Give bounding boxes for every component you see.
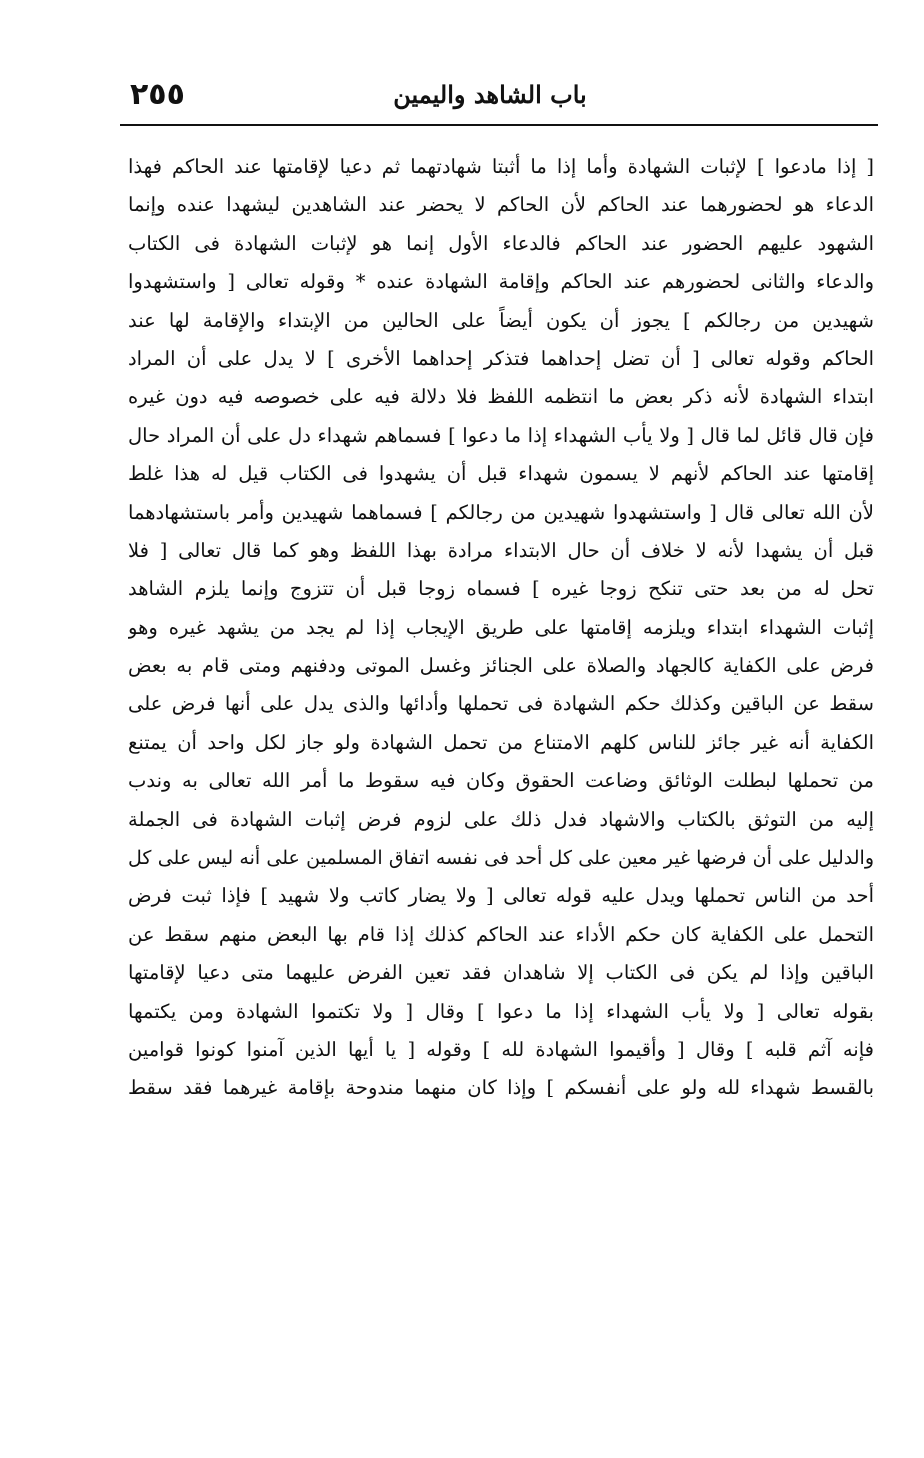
text-line: قبل أن يشهدا لأنه لا خلاف أن حال الابتداء مرادة بهذا اللفظ وهو كما قال تعالى [ فلا: [128, 538, 874, 562]
text-line: سقط عن الباقين وكذلك حكم الشهادة فى تحملها وأدائها والذى يدل على أنها فرض على: [128, 692, 874, 716]
text-line: فرض على الكفاية كالجهاد والصلاة على الجنائز وغسل الموتى ودفنهم ومتى قام به بعض: [128, 654, 874, 678]
text-line: الحاكم وقوله تعالى [ أن تضل إحداهما فتذكر إحداهما الأخرى ] لا يدل على أن المراد: [128, 346, 874, 370]
text-line: فإنه آثم قلبه ] وقال [ وأقيموا الشهادة لله ] وقوله [ يا أيها الذين آمنوا كونوا قوامين: [128, 1037, 874, 1061]
text-line: بقوله تعالى [ ولا يأب الشهداء إذا ما دعوا ] وقال [ ولا تكتموا الشهادة ومن يكتمها: [128, 999, 874, 1023]
running-title: باب الشاهد واليمين: [393, 80, 587, 109]
text-line: والدعاء والثانى لحضورهم عند الحاكم وإقامة الشهادة عنده * وقوله تعالى [ واستشهدوا: [128, 270, 874, 294]
text-line: شهيدين من رجالكم ] يجوز أن يكون أيضاً على الحالين من الإبتداء والإقامة لها عند: [128, 308, 874, 332]
text-line: والدليل على أن فرضها غير معين على كل أحد فى نفسه اتفاق المسلمين على أنه ليس على كل: [128, 847, 874, 870]
text-line: التحمل على الكفاية كان حكم الأداء عند الحاكم كذلك إذا قام بها البعض منهم سقط عن: [128, 922, 874, 946]
text-line: من تحملها لبطلت الوثائق وضاعت الحقوق وكان فيه سقوط ما أمر الله تعالى به وندب: [128, 769, 874, 793]
text-line: لأن الله تعالى قال [ واستشهدوا شهيدين من رجالكم ] فسماهما شهيدين وأمر باستشهادهما: [128, 500, 874, 524]
text-line: [ إذا مادعوا ] لإثبات الشهادة وأما إذا ما أثبتا شهادتهما ثم دعيا لإقامتها عند الحاكم فهذا: [128, 155, 874, 178]
text-line: الباقين وإذا لم يكن فى الكتاب إلا شاهدان فقد تعين الفرض عليهما متى دعيا لإقامتها: [128, 961, 874, 985]
text-line: بالقسط شهداء لله ولو على أنفسكم ] وإذا كان منهما مندوحة بإقامة غيرهما فقد سقط: [128, 1076, 874, 1100]
text-line: إقامتها عند الحاكم لأنهم لا يسمون شهداء قبل أن يشهدوا فى الكتاب قيل له هذا غلط: [128, 462, 874, 486]
page-number: ٢٥٥: [130, 77, 185, 112]
text-line: تحل له من بعد حتى تنكح زوجا غيره ] فسماه زوجا قبل أن تتزوج وإنما يلزم الشاهد: [128, 577, 874, 601]
text-line: الكفاية أنه غير جائز للناس كلهم الامتناع من تحمل الشهادة ولو جاز لكل واحد أن يمتنع: [128, 730, 874, 754]
text-line: الشهود عليهم الحضور عند الحاكم فالدعاء الأول إنما هو لإثبات الشهادة فى الكتاب: [128, 231, 874, 255]
header-rule: [120, 124, 878, 126]
page-header: [120, 76, 876, 116]
text-line: إثبات الشهداء ابتداء ويلزمه إقامتها على طريق الإيجاب إذا لم يجد من يشهد غيره وهو: [128, 615, 874, 639]
text-line: فإن قال قائل لما قال [ ولا يأب الشهداء إذا ما دعوا ] فسماهم شهداء دل على أن المراد حال: [128, 423, 874, 447]
body-text: [128, 148, 874, 1108]
text-line: أحد من الناس تحملها ويدل عليه قوله تعالى [ ولا يضار كاتب ولا شهيد ] فإذا ثبت فرض: [128, 884, 874, 908]
text-line: الدعاء هو لحضورهما عند الحاكم لأن الحاكم لا يحضر عند الشاهدين ليشهدا عنده وإنما: [128, 193, 874, 217]
text-line: ابتداء الشهادة لأنه ذكر بعض ما انتظمه اللفظ فلا دلالة فيه على خصوصه فيه دون غيره: [128, 385, 874, 409]
text-line: إليه من التوثق بالكتاب والاشهاد فدل ذلك على لزوم فرض إثبات الشهادة فى الجملة: [128, 807, 874, 831]
